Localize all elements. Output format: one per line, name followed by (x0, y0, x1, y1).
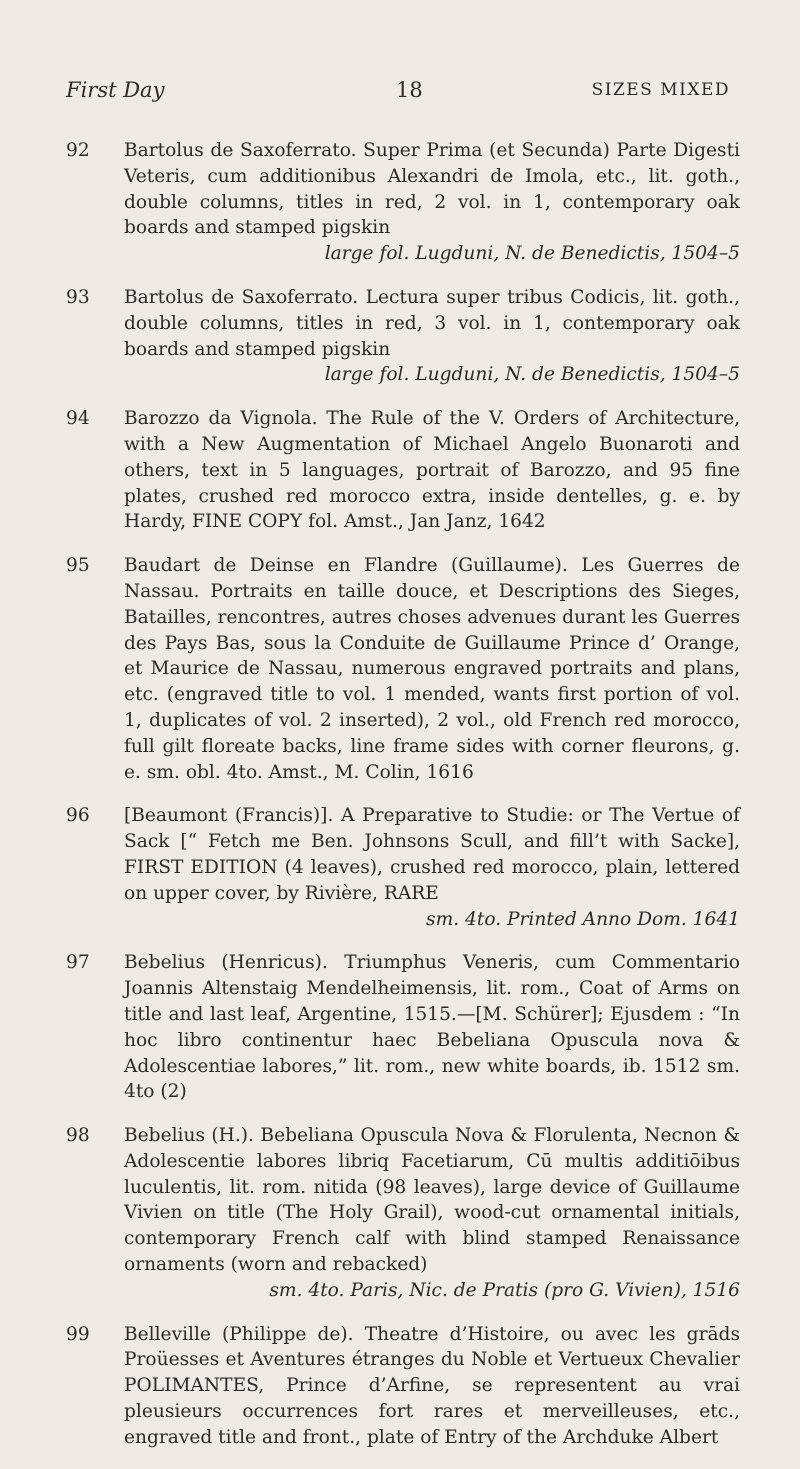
sizes-heading: SIZES MIXED (591, 80, 730, 100)
lot-description: Bartolus de Saxoferrato. Super Prima (et Secunda) Parte Digesti Veteris, cum additionibus Alexandri de Imola, etc., lit. goth., double columns, titles in red, 2 vol. in 1, contemporary oak boards and stamped pigskin (124, 140, 740, 239)
page-header (66, 78, 734, 108)
page-number: 18 (396, 78, 423, 102)
lot-entry (66, 1123, 740, 1304)
lot-list (66, 138, 740, 1469)
lot-description: Bartolus de Saxoferrato. Lectura super tribus Codicis, lit. goth., double columns, titles in red, 3 vol. in 1, contemporary oak boards and stamped pigskin (124, 286, 740, 360)
lot-number: 99 (66, 1323, 90, 1345)
lot-entry (66, 553, 740, 785)
lot-imprint: sm. 4to. Printed Anno Dom. 1641 (426, 908, 740, 930)
lot-entry (66, 950, 740, 1105)
lot-description: Belleville (Philippe de). Theatre d’Histoire, ou avec les grāds Proüesses et Aventures étranges du Noble et Vertueux Chevalier POLIMANTES, Prince d’Arfine, se representent au vrai pleusieurs occurrences fort rares et merveilleuses, etc., engraved title and front., plate of Entry of the Archduke Albert (124, 1323, 740, 1448)
lot-description: Bebelius (Henricus). Triumphus Veneris, cum Commentario Joannis Altenstaig Mendelheimensis, lit. rom., Coat of Arms on title and last leaf, Argentine, 1515.—[M. Schürer]; Ejusdem : “In hoc libro continentur haec Bebeliana Opuscula nova & Adolescentiae labores,” lit. rom., new white boards, ib. 1512 sm. 4to (2) (124, 952, 740, 1103)
lot-description: Baudart de Deinse en Flandre (Guillaume). Les Guerres de Nassau. Portraits en taille douce, et Descriptions des Sieges, Batailles, rencontres, autres choses advenues durant les Guerres des Pays Bas, sous la Conduite de Guillaume Prince d’ Orange, et Maurice de Nassau, numerous engraved portraits and plans, etc. (engraved title to vol. 1 mended, wants first portion of vol. 1, duplicates of vol. 2 inserted), 2 vol., old French red morocco, full gilt floreate backs, line frame sides with corner fleurons, g. e. sm. obl. 4to. Amst., M. Colin, 1616 (124, 555, 740, 783)
lot-number: 93 (66, 286, 90, 308)
lot-description: [Beaumont (Francis)]. A Preparative to Studie: or The Vertue of Sack [“ Fetch me Ben. Johnsons Scull, and fill’t with Sacke], FIRST EDITION (4 leaves), crushed red morocco, plain, lettered on upper cover, by Rivière, RARE (124, 805, 740, 904)
lot-entry (66, 138, 740, 267)
lot-number: 98 (66, 1125, 90, 1147)
lot-imprint: sm. 4to. Paris, Nic. de Pratis (pro G. Vivien), 1516 (269, 1279, 740, 1301)
lot-number: 97 (66, 952, 90, 974)
day-heading: First Day (66, 78, 165, 102)
lot-number: 92 (66, 140, 90, 161)
lot-description: Bebelius (H.). Bebeliana Opuscula Nova & Florulenta, Necnon & Adolescentie labores libriq Facetiarum, Cū multis additiōibus luculentis, lit. rom. nitida (98 leaves), large device of Guillaume Vivien on title (The Holy Grail), wood-cut ornamental initials, contemporary French calf with blind stamped Renaissance ornaments (worn and rebacked) (124, 1125, 740, 1276)
lot-entry (66, 285, 740, 388)
lot-entry (66, 406, 740, 535)
lot-entry (66, 1322, 740, 1451)
lot-number: 96 (66, 805, 90, 827)
lot-entry (66, 803, 740, 932)
lot-number: 95 (66, 555, 90, 577)
lot-number: 94 (66, 408, 90, 430)
lot-description: Barozzo da Vignola. The Rule of the V. Orders of Architecture, with a New Augmentation of Michael Angelo Buonaroti and others, text in 5 languages, portrait of Barozzo, and 95 fine plates, crushed red morocco extra, inside dentelles, g. e. by Hardy, FINE COPY fol. Amst., Jan Janz, 1642 (124, 408, 740, 533)
lot-imprint: large fol. Lugduni, N. de Benedictis, 1504–5 (324, 364, 740, 386)
lot-imprint: large fol. Lugduni, N. de Benedictis, 1504–5 (324, 243, 740, 265)
